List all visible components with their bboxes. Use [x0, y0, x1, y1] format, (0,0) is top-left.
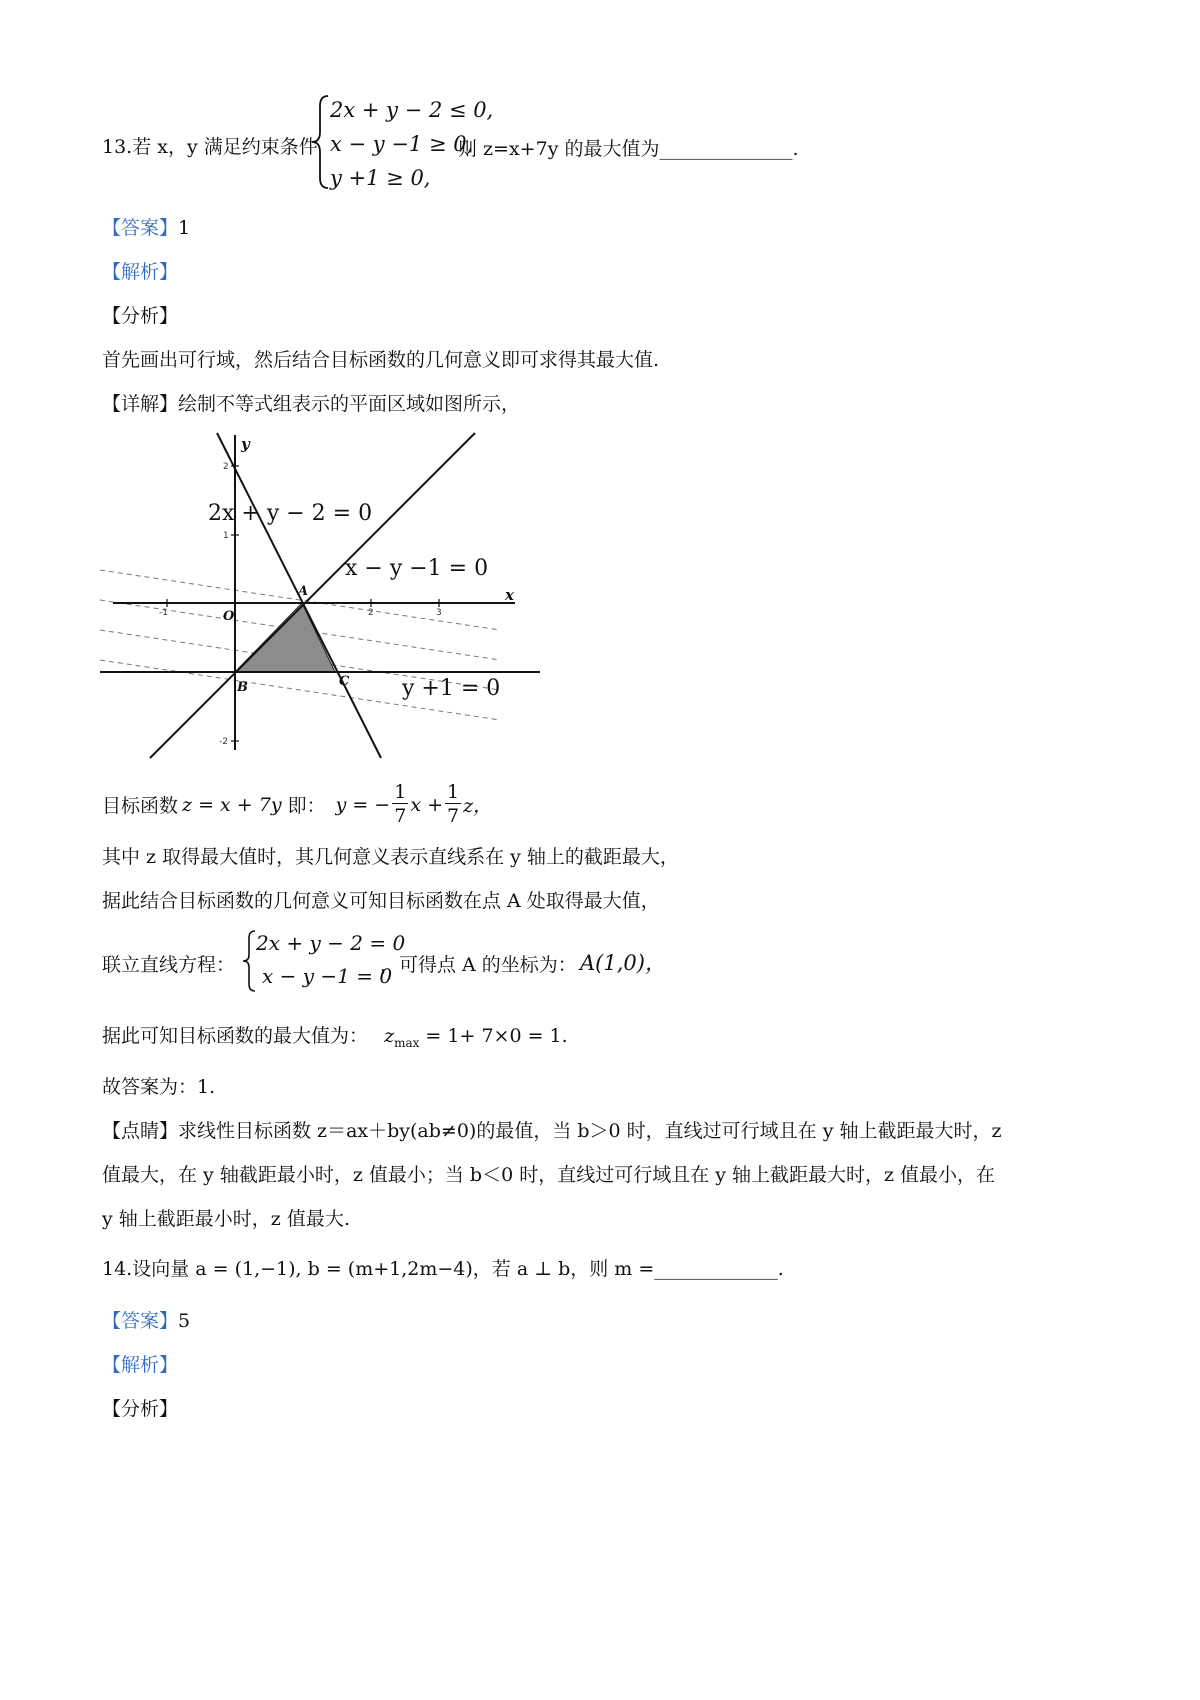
- frac-den-b: 7: [447, 805, 460, 827]
- obj-y: y = −: [335, 793, 391, 816]
- q13-constraint-3: y +1 ≥ 0,: [330, 166, 431, 190]
- max-z: z: [384, 1025, 395, 1047]
- line-x-minus-y: [150, 433, 475, 758]
- q14-answer: [102, 1306, 190, 1333]
- fraction-1-7-b: [445, 781, 461, 828]
- tip-line-1: [102, 1116, 1001, 1143]
- q13-stem-after: [458, 134, 799, 161]
- q13-stem-after-text: 则 z=x+7y 的最大值为: [458, 138, 660, 160]
- detail-text: 绘制不等式组表示的平面区域如图所示，: [178, 393, 521, 415]
- q14-blank: _____________.: [654, 1258, 784, 1280]
- q13-detail: [102, 389, 520, 416]
- origin-label: O: [223, 609, 235, 624]
- point-a-label: A: [298, 584, 309, 599]
- tip-label: 【点睛】: [102, 1120, 179, 1142]
- tick-y-1: 1: [223, 531, 229, 541]
- tip-line-2: 值最大，在 y 轴截距最小时，z 值最小；当 b＜0 时，直线过可行域且在 y 轴上截距最大时，z 值最小，在: [102, 1164, 996, 1186]
- max-sub: max: [394, 1035, 420, 1050]
- joint-mid: ，可得点 A 的坐标为：: [380, 954, 577, 976]
- tick-x-neg1: -1: [159, 608, 168, 618]
- frac-den-a: 7: [394, 805, 407, 827]
- q13-fenxi-label: 【分析】: [102, 305, 179, 327]
- q13-fenxi-text: 首先画出可行域，然后结合目标函数的几何意义即可求得其最大值.: [102, 349, 660, 371]
- point-a-coords: A(1,0)，: [580, 951, 666, 975]
- answer-label: 【答案】: [102, 217, 179, 239]
- q13-stem-before: 若 x，y 满足约束条件: [132, 136, 318, 158]
- tick-x-2: 2: [368, 608, 374, 618]
- obj-z-end: z，: [463, 795, 493, 817]
- max-prefix: 据此可知目标函数的最大值为：: [102, 1025, 369, 1047]
- frac-num-a: 1: [394, 781, 407, 803]
- frac-num-b: 1: [447, 781, 460, 803]
- q13-analysis-label: 【解析】: [102, 261, 179, 283]
- q13-answer: [102, 213, 190, 240]
- axis-x-label: x: [505, 586, 514, 604]
- feasible-region-figure: [95, 425, 555, 765]
- joint-eq-2: x − y −1 = 0: [262, 964, 393, 988]
- obj-x-plus: x +: [410, 793, 444, 816]
- joint-eq-1: 2x + y − 2 = 0: [256, 931, 406, 955]
- q13-line1: 其中 z 取得最大值时，其几何意义表示直线系在 y 轴上的截距最大，: [102, 846, 679, 868]
- q14-answer-label: 【答案】: [102, 1310, 179, 1332]
- q14-stem: [102, 1254, 784, 1281]
- eq-label-2: x − y −1 = 0: [345, 556, 489, 581]
- q13-constraint-1: 2x + y − 2 ≤ 0,: [330, 98, 494, 122]
- q13-number: 13.: [102, 136, 133, 158]
- tip-line-3: y 轴上截距最小时，z 值最大.: [102, 1208, 350, 1230]
- point-b-label: B: [237, 680, 248, 695]
- tip-text-1: 求线性目标函数 z＝ax＋by(ab≠0)的最值，当 b＞0 时，直线过可行域且在 y 轴上截距最大时，z: [178, 1120, 1002, 1142]
- detail-label: 【详解】: [102, 393, 179, 415]
- q13-brace: [308, 92, 332, 192]
- tick-y-2: 2: [223, 462, 229, 472]
- max-line: [102, 1021, 568, 1050]
- point-c-label: C: [339, 674, 350, 689]
- q14-fenxi-label: 【分析】: [102, 1398, 179, 1420]
- max-expr: = 1+ 7×0 = 1.: [419, 1025, 568, 1047]
- q14-stem-text: 14.设向量 a = (1,−1), b = (m+1,2m−4)，若 a ⊥ b，则 m =: [102, 1258, 655, 1280]
- q14-answer-value: 5: [178, 1310, 191, 1332]
- eq-label-3: y +1 = 0: [402, 676, 501, 701]
- obj-expr: z = x + 7y: [182, 793, 282, 816]
- eq-label-1: 2x + y − 2 = 0: [208, 501, 373, 526]
- q13-line2: 据此结合目标函数的几何意义可知目标函数在点 A 处取得最大值，: [102, 890, 660, 912]
- obj-prefix: 目标函数: [102, 795, 179, 817]
- fraction-1-7-a: [392, 781, 408, 828]
- axis-y-label: y: [241, 435, 250, 453]
- answer-value: 1: [178, 217, 191, 239]
- joint-prefix: 联立直线方程：: [102, 954, 236, 976]
- q13-stem: [102, 132, 318, 159]
- q13-constraint-2: x − y −1 ≥ 0,: [330, 132, 474, 156]
- tick-x-3: 3: [436, 608, 442, 618]
- q13-blank: ______________.: [659, 138, 799, 160]
- conclusion: 故答案为：1.: [102, 1076, 216, 1098]
- obj-mid: 即：: [287, 795, 326, 817]
- q14-analysis-label: 【解析】: [102, 1354, 179, 1376]
- tick-y-neg2: -2: [219, 737, 228, 747]
- objective-line: [102, 781, 492, 828]
